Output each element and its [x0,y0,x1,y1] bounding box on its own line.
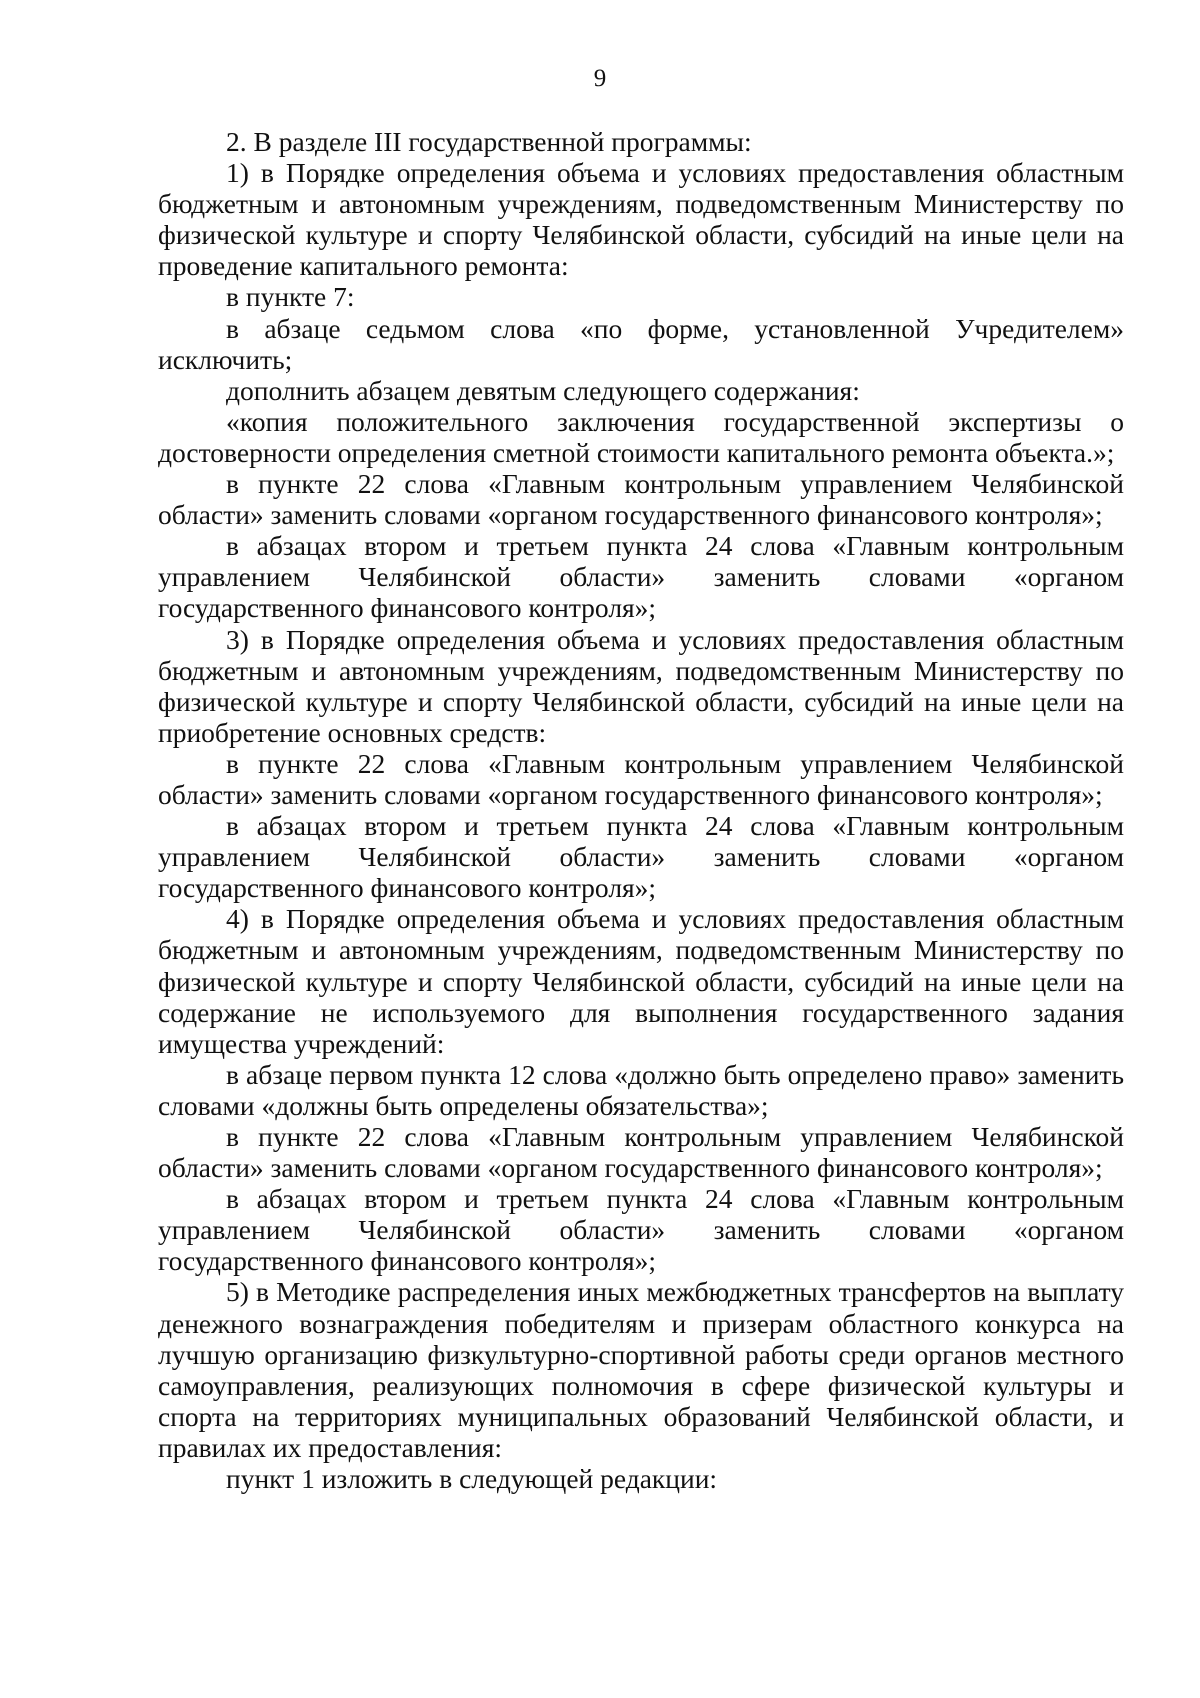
paragraph-point-22-a: в пункте 22 слова «Главным контрольным управлением Челябинской области» заменить словами «органом государственного финансового контроля»; [158,468,1124,531]
paragraph-point-22-c: в пункте 22 слова «Главным контрольным управлением Челябинской области» заменить словами «органом государственного финансового контроля»; [158,1121,1124,1184]
paragraph-seventh-abzac: в абзаце седьмом слова «по форме, установленной Учредителем» исключить; [158,312,1124,375]
paragraph-section-heading: 2. В разделе III государственной программы: [226,126,752,157]
paragraph-point-24-b: в абзацах втором и третьем пункта 24 слова «Главным контрольным управлением Челябинской области» заменить словами «органом государственного финансового контроля»; [158,810,1124,904]
paragraph-item-4: 4) в Порядке определения объема и условиях предоставления областным бюджетным и автономным учреждениям, подведомственным Министерству по физической культуре и спорту Челябинской области, субсидий на иные цели на содержание не используемого для выполнения государственного задания имущества учреждений: [158,903,1124,1059]
paragraph-point-7: в пункте 7: [226,281,355,313]
paragraph-quote-expertise: «копия положительного заключения государственной экспертизы о достоверности определения сметной стоимости капитального ремонта объекта.»; [158,405,1124,468]
paragraph-add-ninth-abzac: дополнить абзацем девятым следующего содержания: [226,374,860,406]
paragraph-item-3: 3) в Порядке определения объема и условиях предоставления областным бюджетным и автономным учреждениям, подведомственным Министерству по физической культуре и спорту Челябинской области, субсидий на иные цели на приобретение основных средств: [158,623,1124,748]
page-number: 9 [593,65,607,92]
paragraph-point-1: пункт 1 изложить в следующей редакции: [226,1463,718,1495]
paragraph-item-1: 1) в Порядке определения объема и условиях предоставления областным бюджетным и автономным учреждениям, подведомственным Министерству по физической культуре и спорту Челябинской области, субсидий на иные цели на проведение капитального ремонта: [158,157,1124,282]
paragraph-item-5: 5) в Методике распределения иных межбюджетных трансфертов на выплату денежного вознаграждения победителям и призерам областного конкурса на лучшую организацию физкультурно-спортивной работы среди органов местного самоуправления, реализующих полномочия в сфере физической культуры и спорта на территориях муниципальных образований Челябинской области, и правилах их предоставления: [158,1276,1124,1463]
paragraph-point-24-a: в абзацах втором и третьем пункта 24 слова «Главным контрольным управлением Челябинской области» заменить словами «органом государственного финансового контроля»; [158,530,1124,624]
paragraph-point-12: в абзаце первом пункта 12 слова «должно быть определено право» заменить словами «должны быть определены обязательства»; [158,1058,1124,1121]
paragraph-point-22-b: в пункте 22 слова «Главным контрольным управлением Челябинской области» заменить словами «органом государственного финансового контроля»; [158,747,1124,810]
paragraph-point-24-c: в абзацах втором и третьем пункта 24 слова «Главным контрольным управлением Челябинской области» заменить словами «органом государственного финансового контроля»; [158,1183,1124,1277]
document-body [158,126,1124,1494]
